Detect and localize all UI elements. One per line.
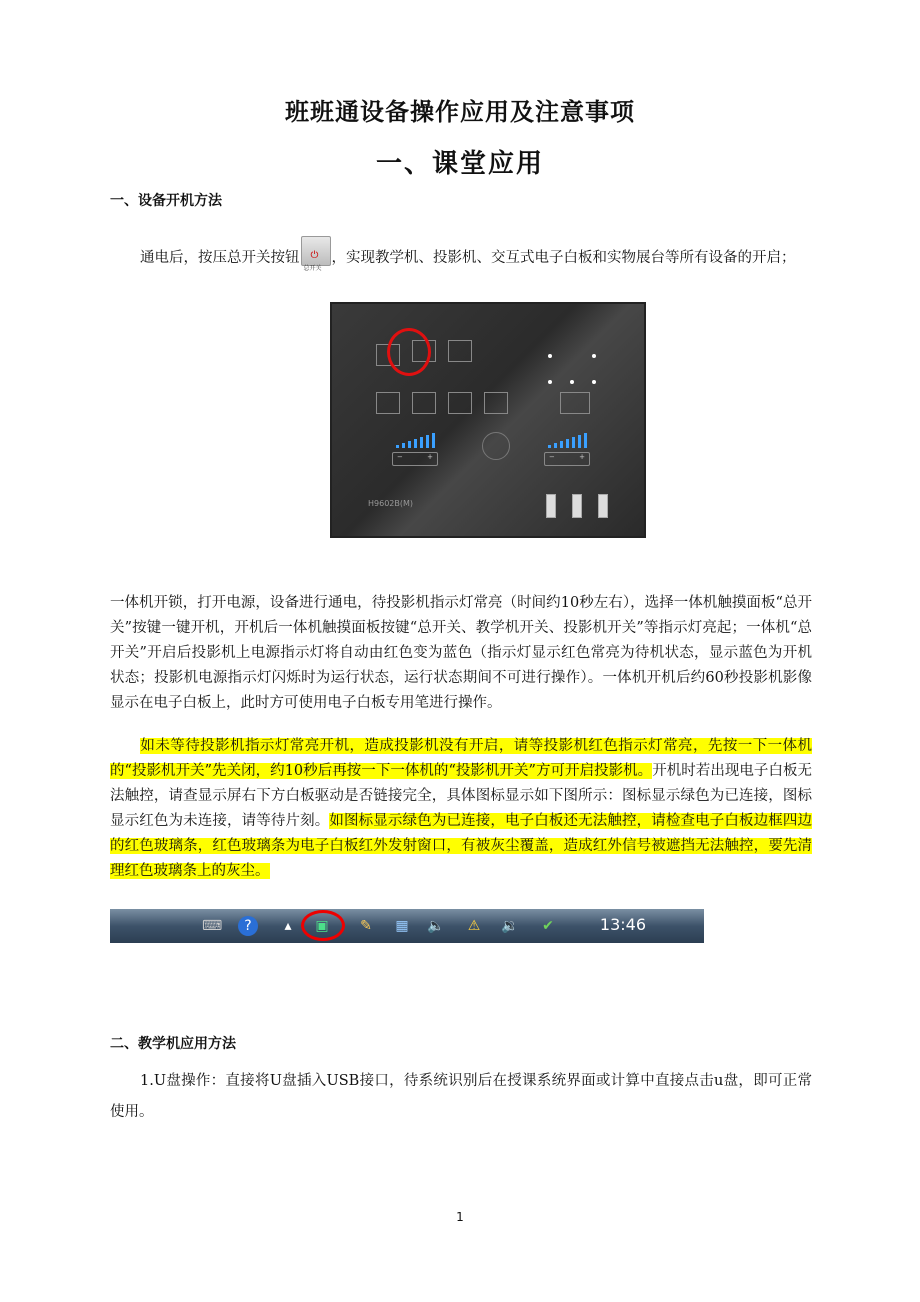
panel-button — [448, 340, 472, 362]
panel-round-button — [482, 432, 510, 460]
usb-port — [598, 494, 608, 518]
indicator-led — [548, 354, 552, 358]
page-number: 1 — [456, 1210, 464, 1224]
volume-icon: 🔉 — [501, 918, 519, 934]
usb-port — [572, 494, 582, 518]
para1-text-b: ，实现教学机、投影机、交互式电子白板和实物展台等所有设备的开启； — [331, 250, 796, 266]
para1-text-a: 通电后，按压总开关按钮 — [140, 250, 300, 266]
panel-model: H9602B(M) — [368, 499, 414, 508]
plain-text-whiteboard: 开机时若出现电子白板无法触控，请查显示屏右下方白板驱动是否链接完全，具体图标显示如下图所示：图标显示绿色为已连接，图标显示红色为未连接，请等待片刻。 — [110, 763, 813, 829]
keyboard-icon: ⌨ — [202, 918, 223, 934]
paragraph-troubleshoot — [110, 734, 812, 884]
volume-bars-right — [548, 432, 598, 448]
section1-heading: 一、设备开机方法 — [110, 193, 222, 209]
indicator-led — [548, 380, 552, 384]
paragraph-usb — [110, 1066, 812, 1128]
section2-heading: 二、教学机应用方法 — [110, 1036, 236, 1052]
panel-button — [376, 392, 400, 414]
display-icon: ▦ — [395, 918, 409, 934]
usb-port — [546, 494, 556, 518]
show-hidden-icon: ▴ — [284, 918, 292, 934]
help-icon: ? — [238, 916, 258, 936]
indicator-led — [570, 380, 574, 384]
whiteboard-driver-icon: ▣ — [315, 918, 329, 934]
highlight-circle-taskbar — [301, 910, 345, 941]
document-title: 班班通设备操作应用及注意事项 — [285, 98, 635, 126]
device-panel-image — [330, 302, 646, 538]
volume-control-right: − + — [544, 452, 590, 466]
panel-button — [484, 392, 508, 414]
speaker-icon: 🔈 — [427, 918, 445, 934]
safely-remove-icon: ✔ — [542, 918, 554, 934]
indicator-led — [592, 354, 596, 358]
network-warning-icon: ⚠ — [467, 918, 481, 934]
paragraph-power-on — [110, 236, 812, 274]
highlight-circle — [387, 328, 431, 376]
taskbar-image — [110, 909, 704, 943]
para4-text: 1.U盘操作：直接将U盘插入USB接口，待系统识别后在授课系统界面或计算中直接点击u盘，即可正常使用。 — [110, 1073, 812, 1120]
taskbar-clock: 13:46 — [599, 915, 646, 934]
paragraph-startup: 一体机开锁，打开电源，设备进行通电，待投影机指示灯常亮（时间约10秒左右），选择一体机触摸面板“总开关”按键一键开机，开机后一体机触摸面板按键“总开关、教学机开关、投影机开关”等指示灯亮起；一体机“总开关”开启后投影机上电源指示灯将自动由红色变为蓝色（指示灯显示红色常亮为待机状态，显示蓝色为开机状态；投影机电源指示灯闪烁时为运行状态，运行状态期间不可进行操作）。一体机开机后约60秒投影机影像显示在电子白板上，此时方可使用电子白板专用笔进行操作。 — [110, 595, 812, 711]
chapter-title: 一、课堂应用 — [375, 149, 544, 179]
panel-button — [412, 392, 436, 414]
highlight-text-projector: 如未等待投影机指示灯常亮开机，造成投影机没有开启，请等投影机红色指示灯常亮，先按一下一体机的“投影机开关”先关闭，约10秒后再按一下一体机的“投影机开关”方可开启投影机。 — [110, 738, 812, 779]
volume-bars-left — [396, 432, 446, 448]
indicator-led — [592, 380, 596, 384]
power-button-icon: ⏻ 总开关 — [301, 236, 331, 266]
volume-control-left: − + — [392, 452, 438, 466]
power-button-label: 总开关 — [303, 265, 322, 272]
tool-icon: ✎ — [360, 918, 372, 934]
panel-button — [560, 392, 590, 414]
highlight-text-glass: 如图标显示绿色为已连接，电子白板还无法触控，请检查电子白板边框四边的红色玻璃条，红色玻璃条为电子白板红外发射窗口，有被灰尘覆盖，造成红外信号被遮挡无法触控，要先清理红色玻璃条上的灰尘。 — [110, 813, 813, 879]
panel-button — [448, 392, 472, 414]
